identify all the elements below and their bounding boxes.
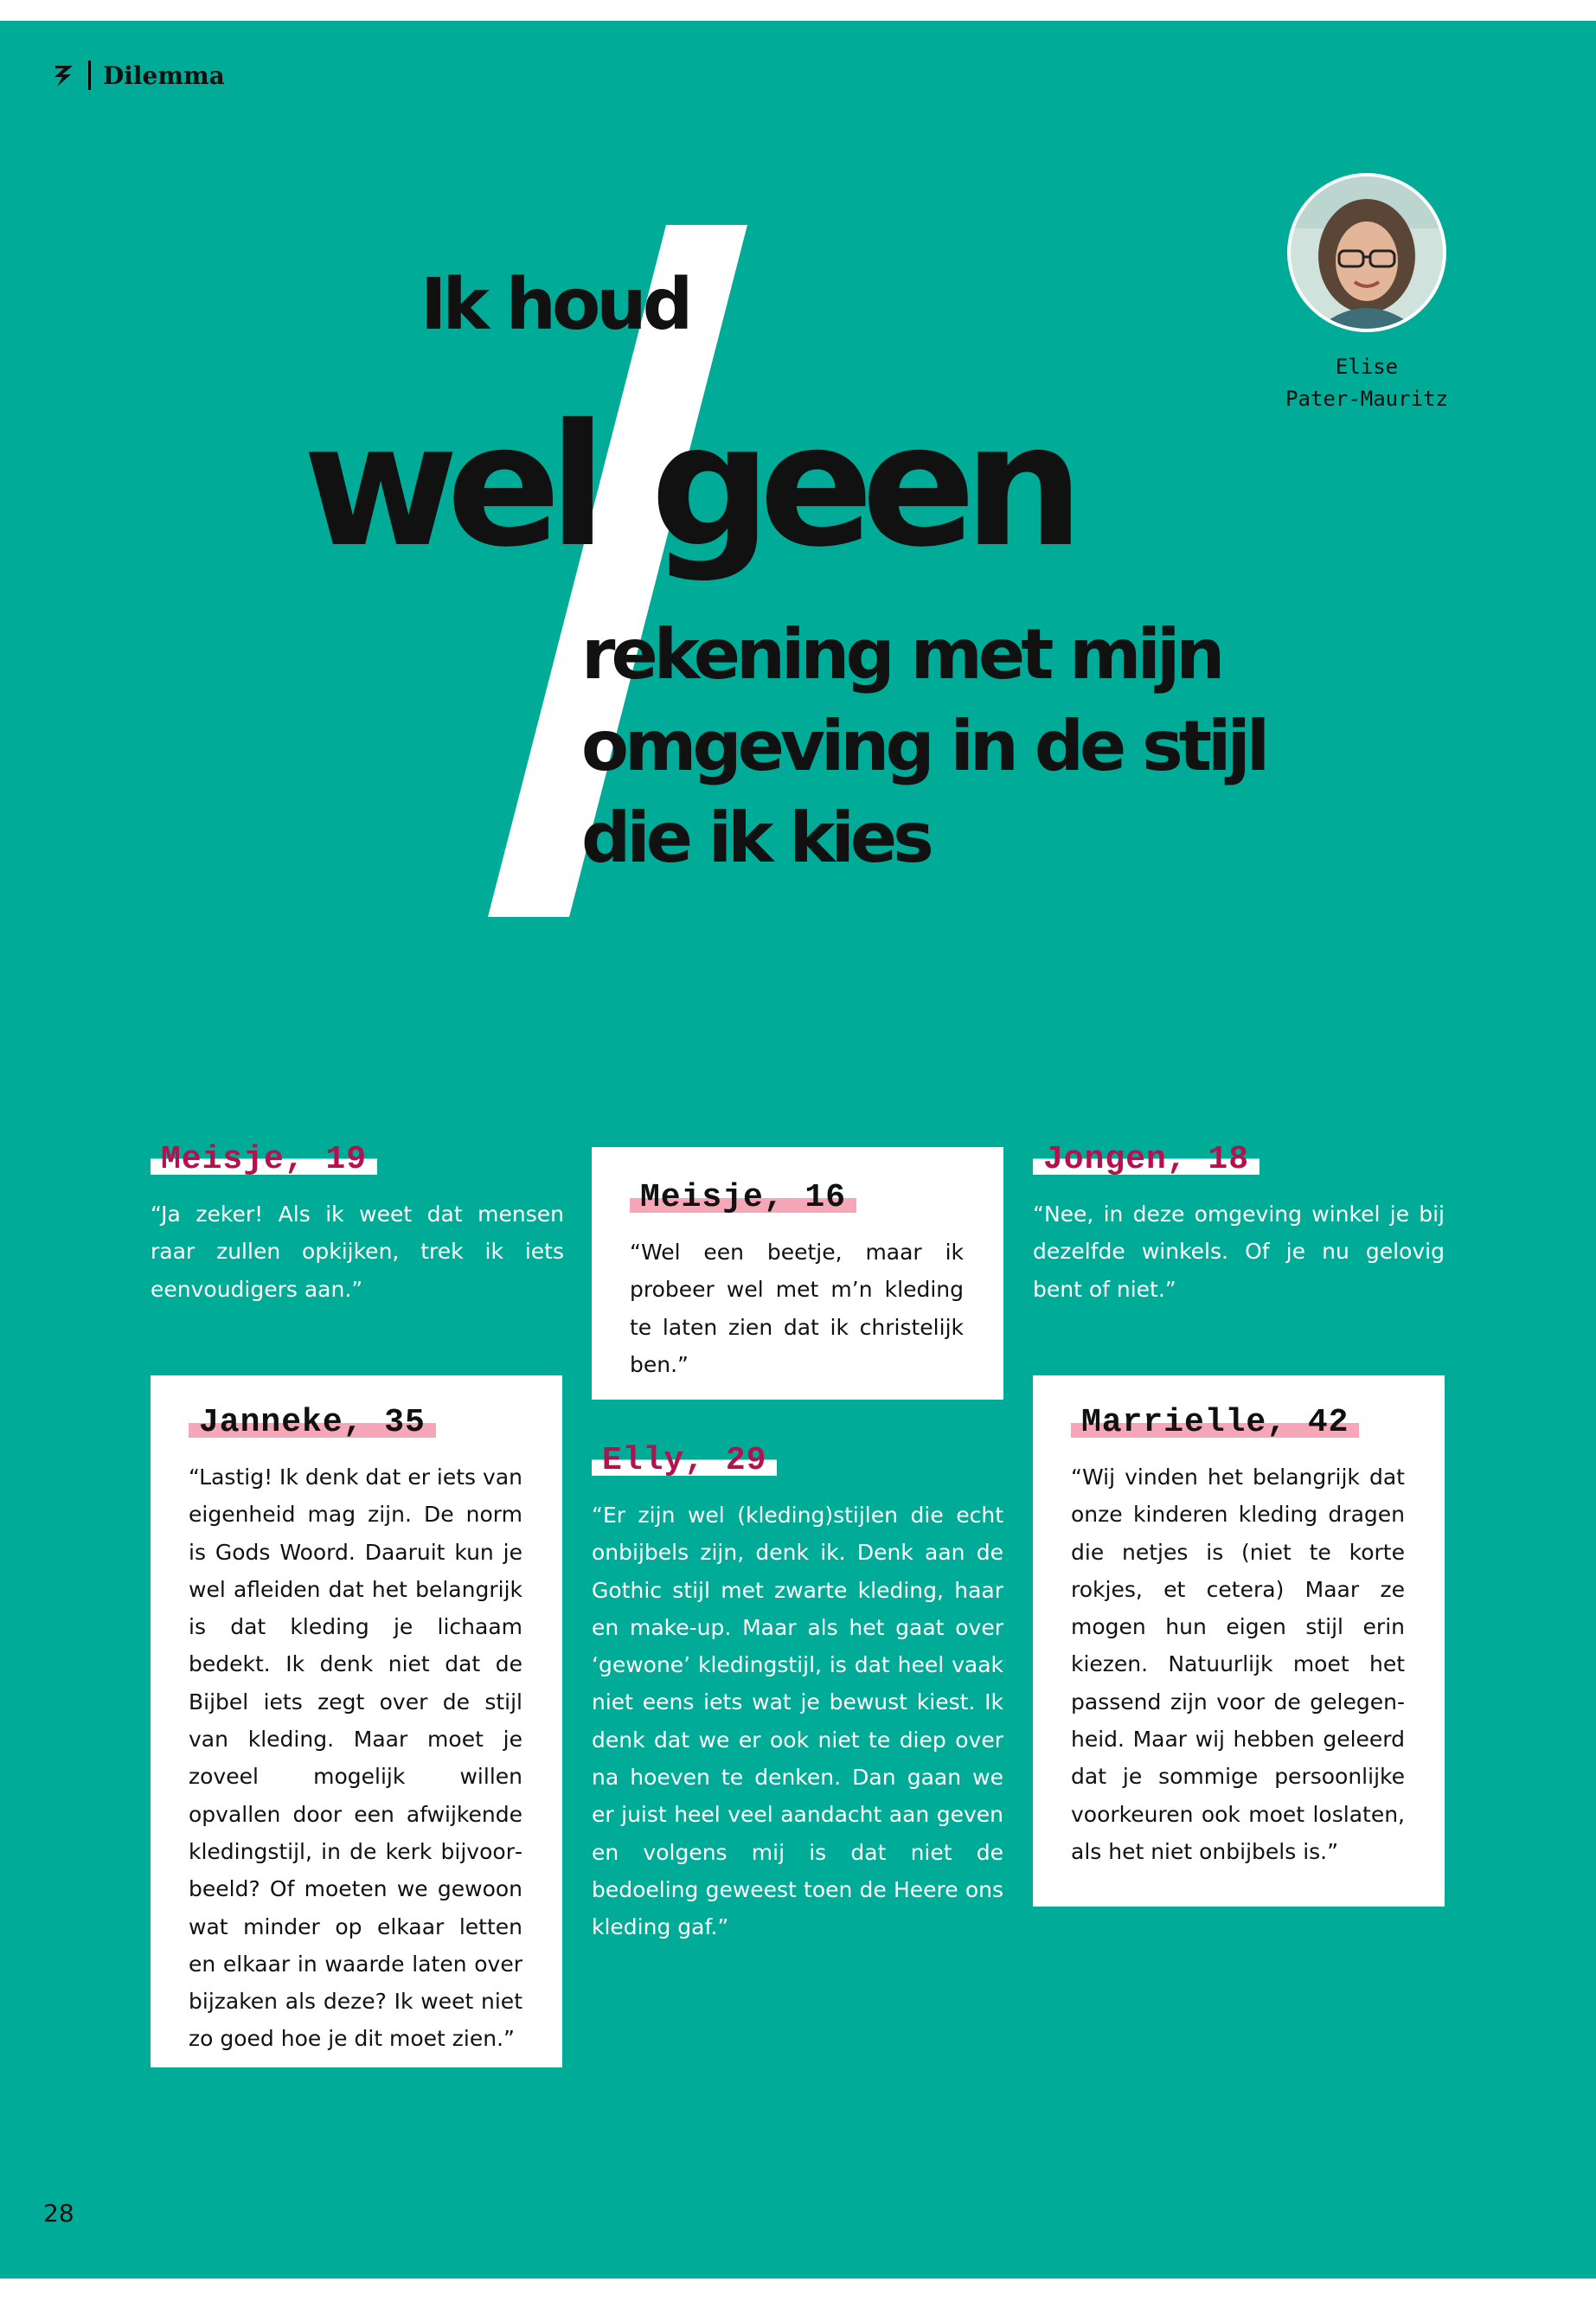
author-last-name: Pater-Mauritz bbox=[1285, 387, 1448, 411]
author-name bbox=[1263, 351, 1471, 415]
respondent-quote: “Wel een beetje, maar ik probeer wel met m’n kleding te laten zien dat ik christelijk ben.” bbox=[630, 1240, 964, 1377]
title-subline bbox=[581, 609, 1266, 884]
response-card-meisje-19 bbox=[151, 1141, 564, 1308]
title-word-geen: geen bbox=[651, 388, 1072, 584]
response-card-jongen-18 bbox=[1033, 1141, 1445, 1308]
respondent-tag: Meisje, 16 bbox=[630, 1183, 856, 1213]
response-card-marrielle-42 bbox=[1033, 1375, 1445, 1907]
respondent-quote: “Lastig! Ik denk dat er iets van eigenheid mag zijn. De norm is Gods Woord. Daaruit kun je wel afleiden dat het belangrijk is dat kleding je lichaam bedekt. Ik denk niet dat de Bijbel iets zegt over de stijl van kleding. Maar moet je zoveel mogelijk willen opvallen door een afwijkende kledingstijl, in de kerk bijvoorbeeld? Of moeten we gewoon wat minder op elkaar letten en elkaar in waarde laten over bijzaken als deze? Ik weet niet zo goed hoe je dit moet zien.” bbox=[189, 1465, 522, 2052]
respondent-tag: Marrielle, 42 bbox=[1071, 1408, 1359, 1438]
title-line-4: omgeving in de stijl bbox=[581, 706, 1266, 786]
respondent-quote: “Nee, in deze omgeving winkel je bij dezelfde winkels. Of je nu gelovig bent of niet.” bbox=[1033, 1202, 1445, 1302]
author-photo bbox=[1287, 173, 1446, 332]
respondent-quote: “Er zijn wel (kleding)stijlen die echt onbijbels zijn, denk ik. Denk aan de Gothic stijl met zwarte kleding, haar en make-up. Maar als het gaat over ‘gewone’ kledingstijl, is dat heel vaak niet eens iets wat je bewust kiest. Ik denk dat we er ook niet te diep over na hoeven te denken. Dan gaan we er juist heel veel aandacht aan geven en volgens mij is dat niet de bedoeling geweest toen de Heere ons kleding gaf.” bbox=[592, 1503, 1003, 1940]
respondent-tag: Meisje, 19 bbox=[151, 1145, 377, 1175]
response-card-janneke-35 bbox=[151, 1375, 562, 2067]
title-line-5: die ik kies bbox=[581, 798, 930, 878]
response-card-elly-29 bbox=[592, 1442, 1003, 1946]
title-word-wel: wel bbox=[303, 388, 595, 584]
section-label: Dilemma bbox=[103, 61, 225, 90]
response-card-meisje-16 bbox=[592, 1147, 1003, 1400]
title-line-1: Ik houd bbox=[420, 264, 689, 346]
respondent-tag: Janneke, 35 bbox=[189, 1408, 436, 1438]
author-first-name: Elise bbox=[1335, 355, 1399, 379]
respondent-quote: “Ja zeker! Als ik weet dat mensen raar zullen opkijken, trek ik iets eenvoudigers aan.” bbox=[151, 1202, 564, 1302]
title-line-3: rekening met mijn bbox=[581, 614, 1221, 695]
magazine-page bbox=[0, 21, 1596, 2279]
respondent-tag: Jongen, 18 bbox=[1033, 1145, 1259, 1175]
respondent-tag: Elly, 29 bbox=[592, 1446, 777, 1476]
respondent-quote: “Wij vinden het belangrijk dat onze kinderen kleding dragen die netjes is (niet te korte rokjes, et cetera) Maar ze mogen hun eigen stijl erin kiezen. Natuurlijk moet het passend zijn voor de gelegenheid. Maar wij hebben geleerd dat je sommige persoonlijke voorkeuren ook moet loslaten, als het niet onbijbels is.” bbox=[1071, 1465, 1405, 1864]
page-number: 28 bbox=[43, 2199, 74, 2227]
author-block bbox=[1263, 173, 1471, 415]
